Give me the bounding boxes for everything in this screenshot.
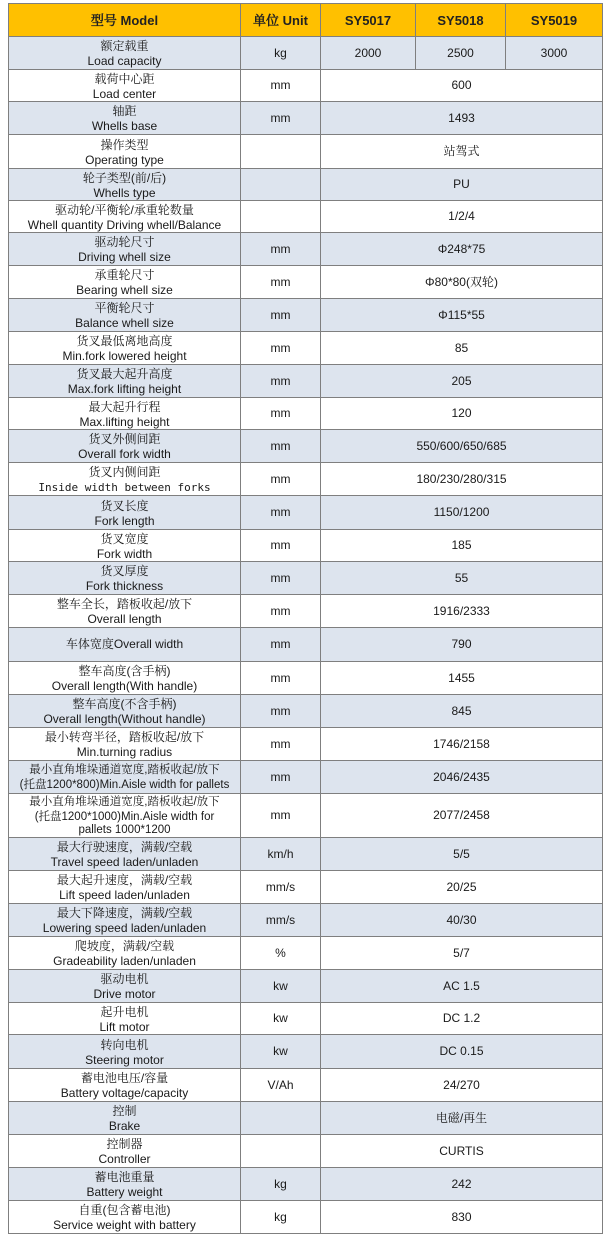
spec-name-en: Drive motor [93,987,156,1001]
header-model-sy5017: SY5017 [321,4,416,37]
spec-name-cn: 转向电机 [100,1037,149,1052]
spec-value-shared: DC 0.15 [321,1035,603,1069]
spec-name-en: Battery weight [86,1185,163,1199]
spec-unit: mm [241,398,321,430]
spec-name-en: Whells base [91,119,158,133]
spec-unit [241,1102,321,1135]
header-row [9,4,603,37]
spec-name-en: (托盘1200*800)Min.Aisle width for pallets [19,779,230,791]
spec-name-en: Gradeability laden/unladen [53,954,196,968]
spec-name-en: Overall fork width [78,447,171,461]
spec-name-cn: 爬坡度，满载/空载 [74,939,175,953]
spec-name-cell [9,332,241,365]
table-row [9,332,603,365]
spec-value-shared: 1/2/4 [321,201,603,233]
spec-value-shared: 2046/2435 [321,761,603,794]
spec-unit: mm/s [241,871,321,904]
spec-value-shared: 5/5 [321,838,603,871]
spec-value-shared: Φ115*55 [321,299,603,332]
table-row [9,102,603,135]
table-row [9,871,603,904]
spec-name-cell [9,1003,241,1035]
spec-name-cell [9,430,241,463]
spec-name-cell [9,871,241,904]
spec-value-shared: 550/600/650/685 [321,430,603,463]
spec-name-cell [9,970,241,1003]
spec-value-shared: Φ80*80(双轮) [321,266,603,299]
spec-unit: mm [241,299,321,332]
spec-name-en: Min.turning radius [76,745,173,759]
spec-name-en: (托盘1200*1000)Min.Aisle width for [34,811,215,823]
spec-name-en: Min.fork lowered height [62,349,187,363]
spec-name-en: Overall length(Without handle) [43,712,206,726]
spec-name-cn: 轴距 [112,104,137,118]
spec-name-cn: 整车高度(含手柄) [78,664,171,678]
table-row [9,398,603,430]
table-row [9,970,603,1003]
spec-value-shared: 180/230/280/315 [321,463,603,496]
spec-unit: kw [241,970,321,1003]
spec-name-cn: 最大下降速度，满载/空载 [56,906,193,920]
spec-name-cell [9,102,241,135]
spec-unit: mm [241,695,321,728]
spec-value-shared: 20/25 [321,871,603,904]
spec-name-cn: 驱动轮尺寸 [94,235,155,249]
spec-unit: kg [241,1168,321,1201]
spec-unit: mm [241,365,321,398]
spec-unit: V/Ah [241,1069,321,1102]
spec-name-cn: 货叉最低离地高度 [76,334,173,348]
spec-name-cn: 整车全长，踏板收起/放下 [56,597,193,611]
spec-value-shared: 830 [321,1201,603,1234]
spec-value-shared: AC 1.5 [321,970,603,1003]
table-row [9,662,603,695]
spec-name-cell [9,365,241,398]
spec-name-en: Fork length [94,513,155,528]
table-row [9,1003,603,1035]
spec-name-en: Steering motor [85,1052,164,1067]
spec-name-cn: 平衡轮尺寸 [94,301,155,315]
spec-name-cn: 额定载重 [100,39,149,53]
spec-name-en: Lowering speed laden/unladen [42,921,207,935]
spec-table [8,3,603,1234]
spec-unit: kw [241,1035,321,1069]
spec-name-cn: 货叉外侧间距 [88,432,161,446]
spec-value-shared: 5/7 [321,937,603,970]
table-row [9,70,603,102]
spec-name-en: Brake [108,1119,141,1133]
spec-name-cn: 蓄电池重量 [94,1170,155,1184]
spec-value-shared: 站驾式 [321,135,603,169]
spec-value-shared: 55 [321,562,603,595]
spec-unit: km/h [241,838,321,871]
spec-name-cell [9,904,241,937]
table-row [9,530,603,562]
spec-name-cn: 最小直角堆垛通道宽度,踏板收起/放下 [29,764,220,776]
spec-name-cn: 操作类型 [100,137,149,152]
spec-unit: mm [241,463,321,496]
spec-unit: mm [241,628,321,662]
spec-value-sy5017: 2000 [321,37,416,70]
table-row [9,1135,603,1168]
spec-name-cn: 货叉宽度 [100,531,149,546]
spec-name-cn: 自重(包含蓄电池) [78,1203,171,1217]
spec-value-shared: 2077/2458 [321,794,603,838]
spec-name-cell [9,70,241,102]
table-row [9,628,603,662]
spec-name-cell [9,761,241,794]
table-row [9,201,603,233]
spec-name-cell [9,1201,241,1234]
spec-unit: % [241,937,321,970]
spec-value-sy5018: 2500 [416,37,506,70]
spec-name-en-line2: pallets 1000*1200 [78,824,171,836]
spec-name-cell [9,201,241,233]
spec-name-cn: 最小直角堆垛通道宽度,踏板收起/放下 [29,796,220,808]
table-row [9,1201,603,1234]
spec-name-cell [9,695,241,728]
spec-name-en: Max.fork lifting height [67,382,182,396]
spec-name-cell [9,728,241,761]
table-row [9,1102,603,1135]
spec-name-cell [9,530,241,562]
spec-unit: mm [241,102,321,135]
spec-unit: kg [241,1201,321,1234]
table-row [9,233,603,266]
table-row [9,595,603,628]
spec-name-cell [9,628,241,662]
spec-name-cell [9,398,241,430]
spec-name-en: Load center [92,86,157,101]
spec-unit: mm [241,530,321,562]
spec-name-en: Overall length [87,612,162,626]
spec-name-cell [9,496,241,530]
spec-name-cell [9,233,241,266]
spec-unit: mm [241,595,321,628]
spec-name-en: Whell quantity Driving whell/Balance [27,217,222,232]
table-row [9,496,603,530]
spec-name-cn: 蓄电池电压/容量 [80,1071,169,1085]
spec-value-shared: 205 [321,365,603,398]
spec-value-shared: 40/30 [321,904,603,937]
spec-name-cn: 货叉内侧间距 [88,465,161,479]
spec-name-cn: 起升电机 [100,1004,149,1019]
spec-unit: mm [241,728,321,761]
spec-value-sy5019: 3000 [506,37,603,70]
spec-unit: mm [241,233,321,266]
spec-value-shared: 242 [321,1168,603,1201]
spec-name-en: Fork thickness [85,579,164,593]
table-row [9,169,603,201]
spec-name-cn: 车体宽度Overall width [65,637,184,651]
table-row [9,761,603,794]
spec-name-en: Operating type [85,152,164,167]
spec-unit [241,169,321,201]
spec-value-shared: 85 [321,332,603,365]
spec-name-cn: 最大起升速度，满载/空载 [56,873,193,887]
spec-unit [241,201,321,233]
spec-value-shared: DC 1.2 [321,1003,603,1035]
spec-name-cn: 货叉厚度 [100,564,149,578]
spec-unit: mm [241,266,321,299]
spec-value-shared: 1916/2333 [321,595,603,628]
spec-name-cn: 载荷中心距 [94,71,155,86]
spec-name-cn: 驱动轮/平衡轮/承重轮数量 [55,202,194,217]
spec-value-shared: 1150/1200 [321,496,603,530]
spec-value-shared: 电磁/再生 [321,1102,603,1135]
table-row [9,299,603,332]
spec-unit: mm [241,430,321,463]
spec-name-cell [9,595,241,628]
spec-unit [241,135,321,169]
spec-name-cell [9,794,241,838]
spec-name-cn: 货叉最大起升高度 [76,367,173,381]
table-row [9,463,603,496]
table-row [9,904,603,937]
spec-name-cn: 承重轮尺寸 [94,268,155,282]
spec-name-cn: 控制 [112,1104,137,1118]
table-row [9,365,603,398]
spec-unit: mm [241,70,321,102]
table-row [9,562,603,595]
spec-value-shared: 600 [321,70,603,102]
spec-name-cn: 最大起升行程 [88,399,161,414]
spec-value-shared: 845 [321,695,603,728]
spec-value-shared: 1746/2158 [321,728,603,761]
table-row [9,937,603,970]
spec-value-shared: 24/270 [321,1069,603,1102]
header-model-sy5019: SY5019 [506,4,603,37]
spec-name-cn: 最大行驶速度，满载/空载 [56,840,193,854]
spec-name-cell [9,169,241,201]
spec-value-shared: PU [321,169,603,201]
table-row [9,1069,603,1102]
spec-name-en: Overall length(With handle) [51,679,198,693]
table-row [9,266,603,299]
header-model-sy5018: SY5018 [416,4,506,37]
spec-name-cell [9,562,241,595]
spec-name-en: Lift speed laden/unladen [59,888,190,902]
spec-name-en: Controller [98,1152,151,1166]
spec-name-en: Load capacity [87,54,162,68]
table-row [9,430,603,463]
spec-name-cell [9,937,241,970]
table-row [9,838,603,871]
spec-value-shared: 790 [321,628,603,662]
spec-name-en: Driving whell size [78,250,171,264]
spec-name-en: Whells type [93,185,156,200]
spec-value-shared: 120 [321,398,603,430]
spec-value-shared: 1455 [321,662,603,695]
table-header [9,4,603,37]
table-body [9,37,603,1234]
table-row [9,135,603,169]
spec-value-shared: Φ248*75 [321,233,603,266]
spec-name-en: Lift motor [99,1019,150,1034]
spec-value-shared: CURTIS [321,1135,603,1168]
table-row [9,794,603,838]
spec-name-en: Service weight with battery [53,1218,196,1232]
spec-name-cn: 整车高度(不含手柄) [72,697,177,711]
spec-name-cn: 最小转弯半径，踏板收起/放下 [44,730,205,744]
table-row [9,728,603,761]
table-row [9,695,603,728]
spec-name-en: Travel speed laden/unladen [50,855,199,869]
spec-unit: mm [241,332,321,365]
spec-name-cn: 轮子类型(前/后) [82,170,167,185]
spec-value-shared: 185 [321,530,603,562]
spec-unit [241,1135,321,1168]
spec-unit: mm [241,496,321,530]
spec-name-cn: 控制器 [106,1137,143,1151]
spec-unit: mm [241,794,321,838]
spec-unit: kg [241,37,321,70]
spec-name-en: Bearing whell size [76,283,173,297]
spec-name-cell [9,1135,241,1168]
spec-name-cell [9,1069,241,1102]
spec-name-cell [9,1035,241,1069]
header-unit: 单位 Unit [241,4,321,37]
spec-name-cn: 驱动电机 [100,972,149,986]
spec-name-cell [9,266,241,299]
spec-value-shared: 1493 [321,102,603,135]
table-row [9,1168,603,1201]
spec-name-cell [9,1102,241,1135]
spec-name-en: Max.lifting height [79,414,170,429]
spec-name-cell [9,1168,241,1201]
spec-name-cell [9,135,241,169]
spec-name-en: Inside width between forks [38,481,211,494]
spec-unit: mm [241,761,321,794]
spec-name-cell [9,299,241,332]
header-model: 型号 Model [9,4,241,37]
table-row [9,1035,603,1069]
spec-name-cn: 货叉长度 [100,498,149,513]
spec-name-en: Balance whell size [75,316,174,330]
spec-unit: mm/s [241,904,321,937]
spec-name-en: Battery voltage/capacity [60,1086,189,1100]
spec-name-en: Fork width [96,546,153,561]
spec-name-cell [9,838,241,871]
spec-name-cell [9,463,241,496]
spec-name-cell [9,662,241,695]
spec-unit: mm [241,562,321,595]
spec-name-cell [9,37,241,70]
spec-unit: kw [241,1003,321,1035]
table-row [9,37,603,70]
spec-unit: mm [241,662,321,695]
